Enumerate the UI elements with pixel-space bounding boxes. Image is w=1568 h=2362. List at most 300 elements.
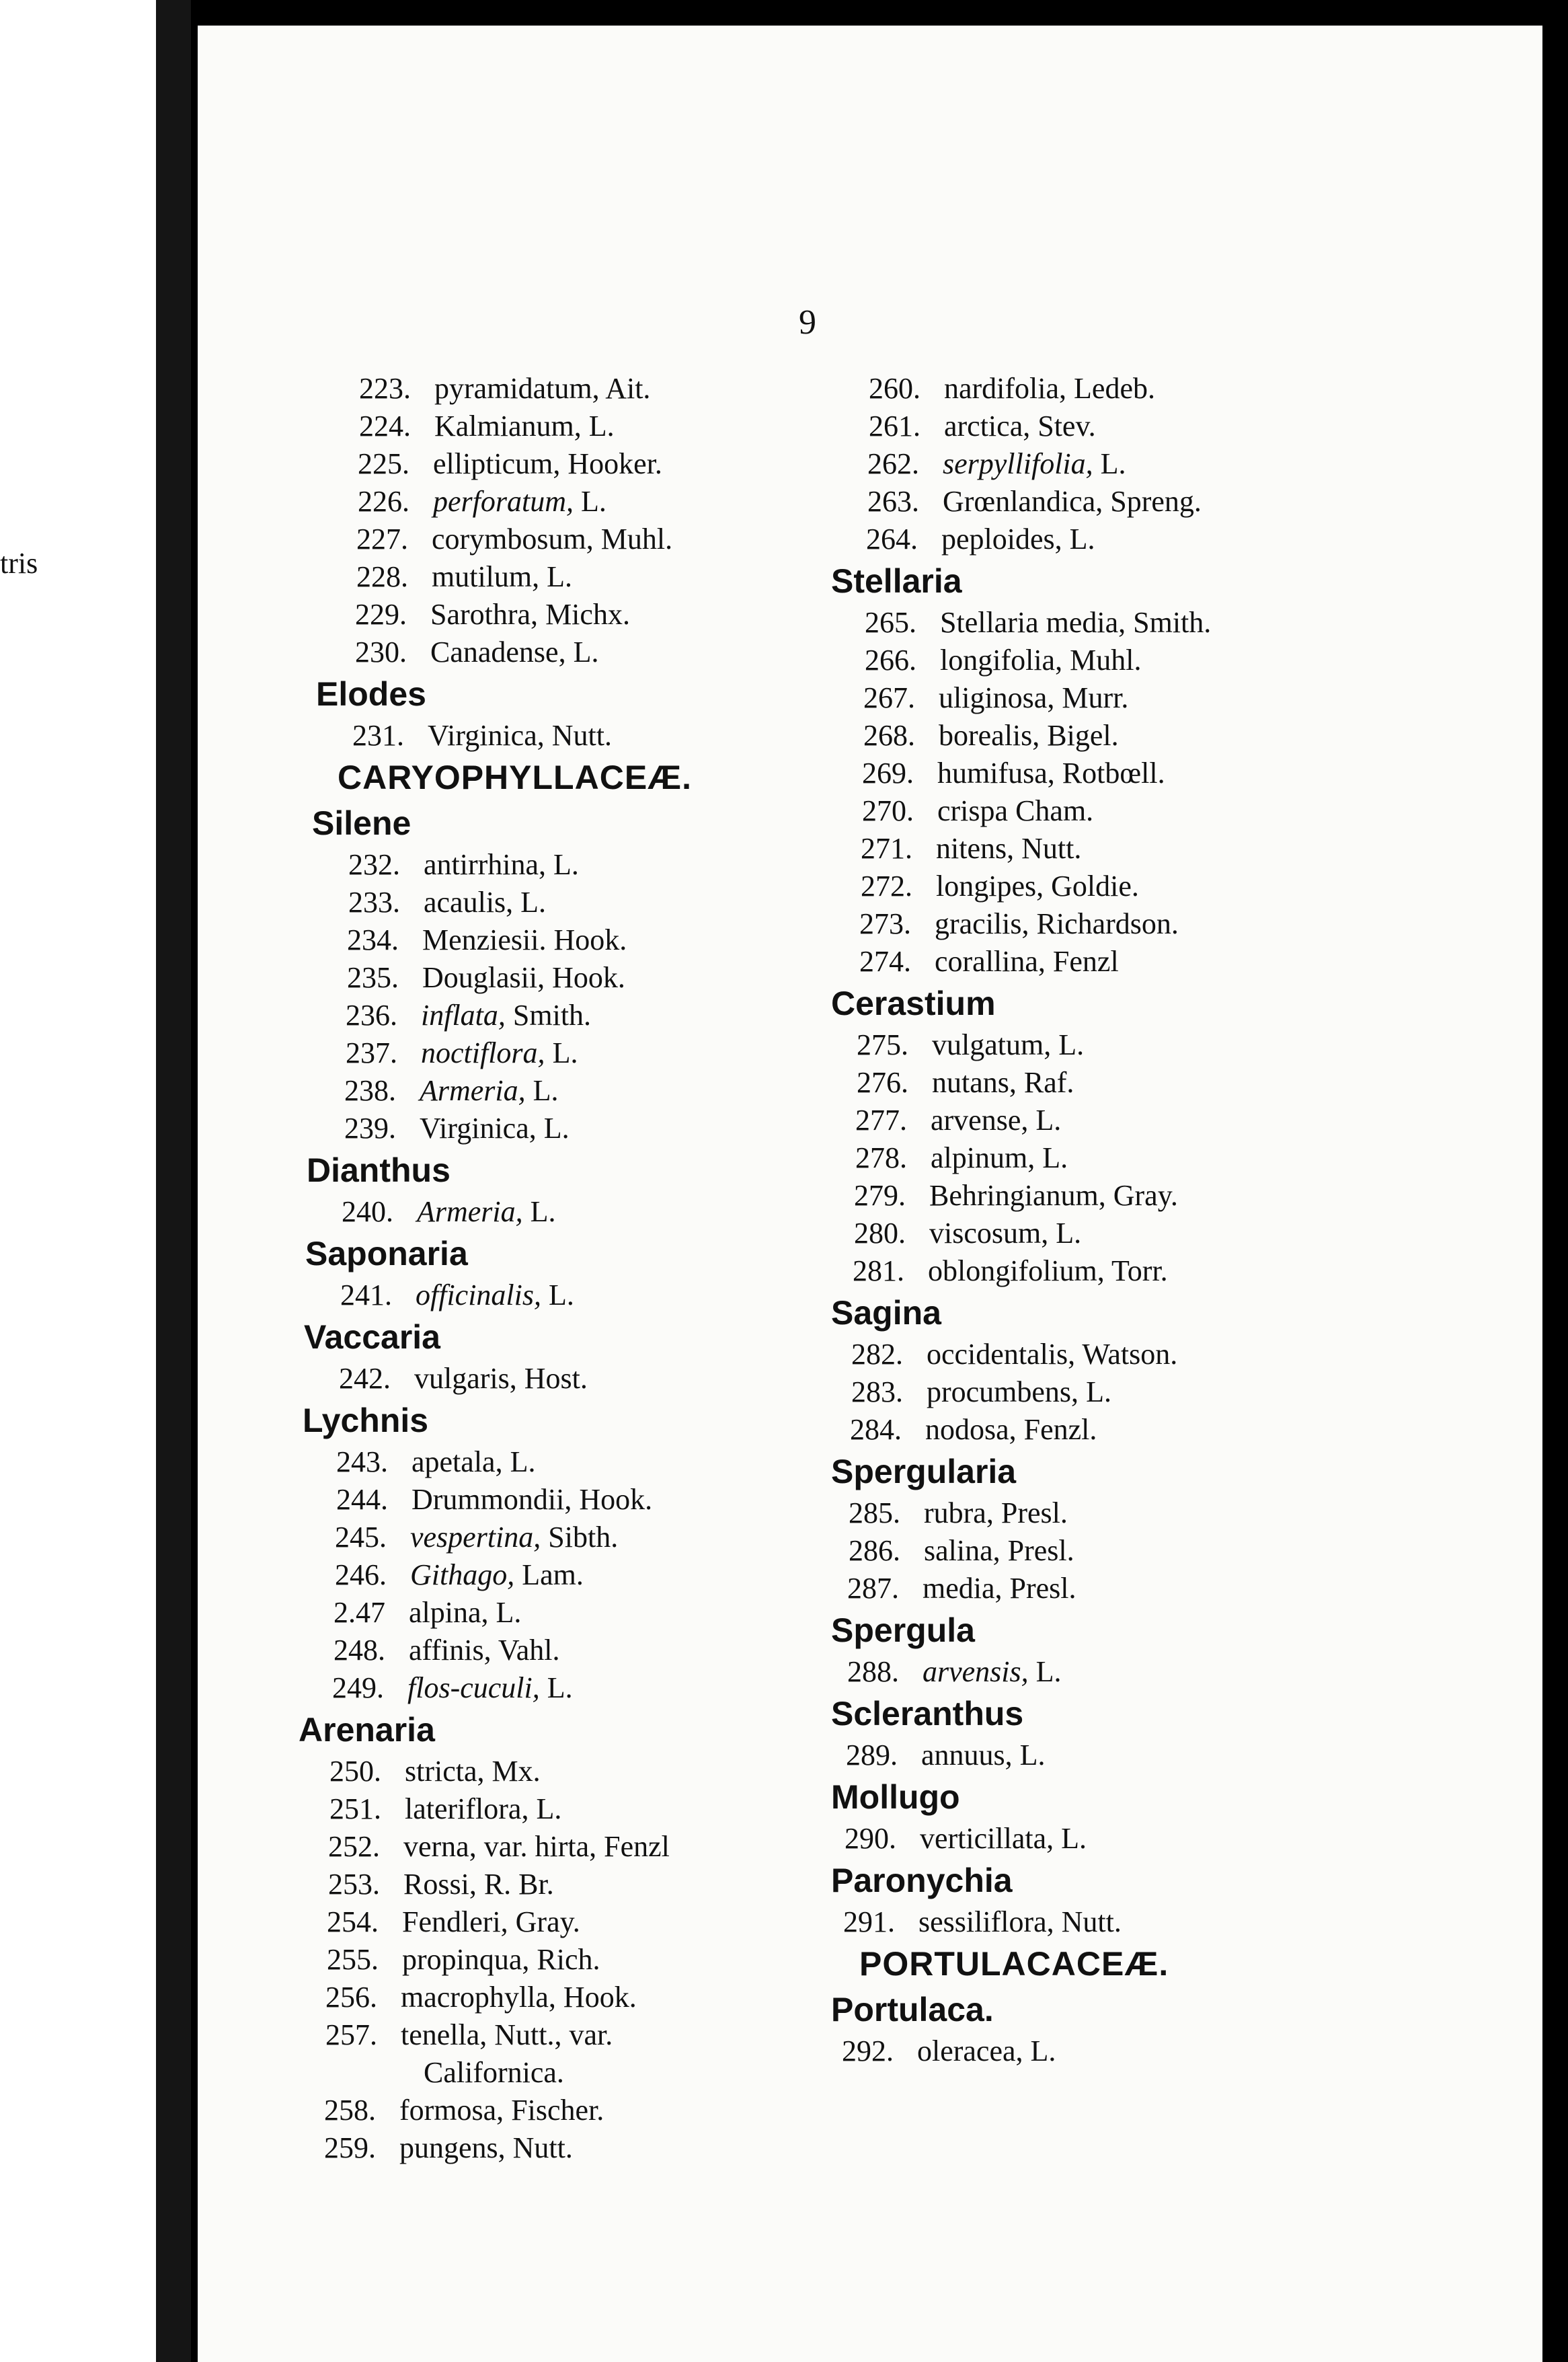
species-entry: [299, 1941, 904, 1979]
species-author: Torr.: [1111, 1254, 1168, 1287]
species-entry: [299, 2016, 904, 2054]
species-number: 235.: [347, 961, 399, 994]
species-author: L.: [1042, 1141, 1068, 1174]
species-name: Rossi,: [403, 1868, 484, 1901]
species-number: 274.: [859, 945, 911, 978]
genus-heading: Sagina: [831, 1294, 941, 1332]
species-author: L.: [588, 410, 615, 443]
species-number: 260.: [869, 372, 920, 405]
species-author: Nutt.: [551, 719, 612, 752]
species-author: Michx.: [545, 598, 630, 631]
species-entry: [831, 1102, 1537, 1139]
species-number: 285.: [849, 1496, 900, 1529]
species-number: 223.: [359, 372, 411, 405]
species-entry: [299, 1072, 904, 1110]
species-number: 224.: [359, 410, 411, 443]
species-entry: [831, 1252, 1537, 1290]
species-author: L.: [520, 886, 547, 919]
species-entry: [299, 2129, 904, 2167]
species-author: Goldie.: [1051, 870, 1139, 903]
species-entry: [831, 604, 1537, 642]
species-entry: [299, 1110, 904, 1147]
species-name: Douglasii,: [422, 961, 553, 994]
previous-page-edge: [0, 0, 156, 2362]
species-name: apetala,: [411, 1445, 510, 1478]
species-number: 261.: [869, 410, 920, 443]
species-number: 259.: [324, 2131, 376, 2164]
species-number: 228.: [356, 560, 408, 593]
species-entry: [299, 1594, 904, 1632]
genus-heading: Paronychia: [831, 1862, 1013, 1899]
species-author: Gray.: [1113, 1179, 1178, 1212]
species-name: humifusa,: [937, 757, 1062, 790]
species-author: L.: [1030, 2034, 1056, 2067]
species-entry: [831, 1653, 1537, 1691]
species-name: nardifolia,: [944, 372, 1074, 405]
species-number: 230.: [355, 636, 407, 669]
species-entry: [299, 596, 904, 634]
species-author: L.: [547, 1671, 573, 1704]
species-number: 290.: [845, 1822, 896, 1855]
species-number: 252.: [328, 1830, 380, 1863]
species-entry: [831, 717, 1537, 755]
species-number: 249.: [332, 1671, 384, 1704]
species-entry: [299, 408, 904, 445]
species-number: 289.: [846, 1739, 898, 1772]
species-author: Nutt.: [512, 2131, 573, 2164]
genus-heading: Arenaria: [299, 1711, 435, 1749]
species-author: Fenzl.: [1023, 1413, 1097, 1446]
species-entry: [831, 830, 1537, 868]
species-number: 253.: [328, 1868, 380, 1901]
species-number: 242.: [339, 1362, 391, 1395]
species-number: 256.: [325, 1981, 377, 2014]
species-entry: [299, 1828, 904, 1866]
species-entry: [831, 370, 1537, 408]
species-entry: [831, 1570, 1537, 1607]
species-number: 292.: [842, 2034, 894, 2067]
genus-heading: Scleranthus: [831, 1695, 1024, 1732]
species-author: Rotbœll.: [1062, 757, 1165, 790]
species-number: 287.: [847, 1572, 899, 1605]
previous-page-fragment: tris: [0, 547, 38, 580]
species-number: 238.: [344, 1074, 396, 1107]
species-number: 272.: [861, 870, 912, 903]
species-entry: [831, 1820, 1537, 1858]
species-number: 277.: [855, 1104, 907, 1137]
species-name: pyramidatum,: [434, 372, 606, 405]
species-number: 250.: [329, 1755, 381, 1788]
species-name: arvensis,: [923, 1655, 1036, 1688]
species-author: Host.: [524, 1362, 588, 1395]
species-author: L.: [552, 1036, 578, 1069]
species-author: Rich.: [537, 1943, 600, 1976]
species-author: Cham.: [1015, 794, 1094, 827]
species-number: 281.: [853, 1254, 904, 1287]
species-name: verna, var. hirta,: [403, 1830, 604, 1863]
species-author: Fischer.: [511, 2094, 604, 2127]
species-number: 263.: [867, 485, 919, 518]
species-author: Hooker.: [567, 447, 662, 480]
species-name: Armeria,: [417, 1195, 531, 1228]
species-author: var.: [569, 2018, 613, 2051]
species-entry: [831, 445, 1537, 483]
species-entry: [831, 943, 1537, 981]
genus-heading: Saponaria: [305, 1235, 468, 1272]
species-author: Richardson.: [1036, 907, 1179, 940]
species-entry: [831, 755, 1537, 792]
species-entry: [299, 1632, 904, 1669]
species-entry: [299, 846, 904, 884]
species-author: Presl.: [1009, 1572, 1076, 1605]
species-entry: [831, 1373, 1537, 1411]
species-entry: [299, 1866, 904, 1903]
species-author: L.: [1069, 523, 1095, 556]
species-number: 267.: [863, 681, 915, 714]
species-author: L.: [1100, 447, 1126, 480]
species-author: Bigel.: [1047, 719, 1119, 752]
species-entry: [299, 483, 904, 521]
species-number: 278.: [855, 1141, 907, 1174]
species-number: 240.: [342, 1195, 393, 1228]
genus-heading: Lychnis: [303, 1402, 429, 1439]
species-author: Ledeb.: [1074, 372, 1155, 405]
species-name: corymbosum,: [432, 523, 601, 556]
species-author: L.: [533, 1074, 559, 1107]
species-author: Lam.: [522, 1558, 584, 1591]
species-name: borealis,: [939, 719, 1048, 752]
species-author: Watson.: [1082, 1338, 1178, 1371]
species-name: vulgatum,: [932, 1028, 1059, 1061]
species-name: media,: [923, 1572, 1010, 1605]
species-number: 282.: [851, 1338, 903, 1371]
species-author: L.: [543, 1112, 570, 1145]
species-entry: [299, 1790, 904, 1828]
species-number: 239.: [344, 1112, 396, 1145]
species-number: 255.: [327, 1943, 379, 1976]
species-entry: [299, 445, 904, 483]
species-name: nutans,: [932, 1066, 1024, 1099]
species-author: Muhl.: [600, 523, 673, 556]
genus-heading: Vaccaria: [304, 1318, 440, 1356]
species-name: procumbens,: [927, 1375, 1087, 1408]
species-author: Gray.: [515, 1905, 580, 1938]
species-name: longifolia,: [940, 644, 1070, 677]
species-author: Smith.: [512, 999, 592, 1032]
species-entry: [299, 1556, 904, 1594]
species-number: 225.: [358, 447, 409, 480]
species-name: mutilum,: [432, 560, 547, 593]
species-number: 231.: [352, 719, 404, 752]
species-number: 246.: [335, 1558, 387, 1591]
species-name: alpinum,: [931, 1141, 1043, 1174]
species-name: Sarothra,: [430, 598, 546, 631]
genus-heading: Dianthus: [307, 1151, 450, 1189]
species-number: 271.: [861, 832, 912, 865]
species-number: 237.: [346, 1036, 397, 1069]
species-name: alpina,: [409, 1596, 496, 1629]
species-name: tenella, Nutt.,: [401, 2018, 570, 2051]
species-author: Muhl.: [1070, 644, 1142, 677]
species-name: Grœnlandica,: [943, 485, 1111, 518]
species-author: L.: [549, 1279, 574, 1311]
species-entry: [831, 1494, 1537, 1532]
species-number: 284.: [850, 1413, 902, 1446]
species-number: 291.: [843, 1905, 895, 1938]
species-name: Virginica,: [428, 719, 552, 752]
species-author: Hook.: [552, 961, 625, 994]
species-entry: [299, 521, 904, 558]
species-entry: [299, 370, 904, 408]
species-author: Hook.: [579, 1483, 653, 1516]
species-name: Armeria,: [420, 1074, 533, 1107]
species-name: arvense,: [931, 1104, 1036, 1137]
species-name: nitens,: [936, 832, 1022, 865]
species-number: 264.: [866, 523, 918, 556]
species-name: acaulis,: [424, 886, 521, 919]
species-author: Sibth.: [548, 1521, 619, 1554]
species-number: 234.: [347, 923, 399, 956]
species-number: 266.: [865, 644, 916, 677]
species-name: noctiflora,: [421, 1036, 553, 1069]
species-author: L.: [536, 1792, 562, 1825]
book-page: [198, 26, 1542, 2362]
species-number: 248.: [334, 1634, 385, 1667]
species-name: propinqua,: [402, 1943, 537, 1976]
species-author: Mx.: [492, 1755, 541, 1788]
species-name: Drummondii,: [411, 1483, 580, 1516]
species-author: L.: [496, 1596, 522, 1629]
species-number: 269.: [862, 757, 914, 790]
species-number: 280.: [854, 1217, 906, 1250]
species-author: Presl.: [1001, 1496, 1068, 1529]
species-entry: [299, 997, 904, 1034]
species-entry: [299, 2092, 904, 2129]
species-name: longipes,: [936, 870, 1052, 903]
species-name: stricta,: [405, 1755, 492, 1788]
species-author: L.: [1035, 1104, 1062, 1137]
species-entry: [299, 717, 904, 755]
species-name: affinis,: [409, 1634, 498, 1667]
species-name: peploides,: [941, 523, 1070, 556]
species-author: R. Br.: [483, 1868, 554, 1901]
species-number: 226.: [358, 485, 409, 518]
genus-heading: Cerastium: [831, 985, 996, 1022]
species-entry: [831, 1215, 1537, 1252]
species-name: inflata,: [421, 999, 513, 1032]
species-name: serpyllifolia,: [943, 447, 1101, 480]
species-name: sessiliflora,: [918, 1905, 1062, 1938]
species-name: uliginosa,: [939, 681, 1062, 714]
species-name: Behringianum,: [929, 1179, 1113, 1212]
species-entry: [831, 1026, 1537, 1064]
species-entry: [831, 1411, 1537, 1449]
species-entry: [831, 1064, 1537, 1102]
species-name: salina,: [924, 1534, 1008, 1567]
species-name: occidentalis,: [927, 1338, 1083, 1371]
species-number: 275.: [857, 1028, 908, 1061]
species-name: ellipticum,: [433, 447, 568, 480]
species-number: 257.: [325, 2018, 377, 2051]
species-author: Smith.: [1133, 606, 1212, 639]
species-entry: [299, 1443, 904, 1481]
species-author: L.: [547, 560, 573, 593]
species-author: Nutt.: [1021, 832, 1082, 865]
species-author: Raf.: [1023, 1066, 1074, 1099]
species-entry: [299, 1193, 904, 1231]
species-entry: [831, 1139, 1537, 1177]
genus-heading: Elodes: [316, 675, 426, 713]
species-number: 270.: [862, 794, 914, 827]
species-entry: [299, 1519, 904, 1556]
genus-heading: Spergularia: [831, 1453, 1017, 1490]
left-column: [299, 370, 904, 2167]
species-author: Fenzl: [1052, 945, 1119, 978]
species-name: vespertina,: [410, 1521, 549, 1554]
species-entry: [831, 868, 1537, 905]
species-number: 245.: [335, 1521, 387, 1554]
species-number: 283.: [851, 1375, 903, 1408]
species-number: 244.: [336, 1483, 388, 1516]
species-name: arctica,: [944, 410, 1038, 443]
species-number: 251.: [329, 1792, 381, 1825]
species-entry: [831, 642, 1537, 679]
species-name: Canadense,: [430, 636, 574, 669]
species-name: annuus,: [921, 1739, 1020, 1772]
species-name: Kalmianum,: [434, 410, 589, 443]
species-number: 232.: [348, 848, 400, 881]
species-author: L.: [1035, 1655, 1062, 1688]
species-author: Vahl.: [498, 1634, 560, 1667]
species-entry: [299, 1903, 904, 1941]
species-entry: [831, 2032, 1537, 2070]
species-entry: [299, 1669, 904, 1707]
species-entry: [299, 884, 904, 921]
species-entry: [299, 1979, 904, 2016]
species-name: formosa,: [399, 2094, 512, 2127]
species-entry: [299, 1034, 904, 1072]
family-heading: CARYOPHYLLACEÆ.: [338, 759, 693, 796]
species-entry: [831, 1532, 1537, 1570]
species-author: L.: [1061, 1822, 1087, 1855]
species-author: Hook.: [563, 1981, 637, 2014]
species-entry: [831, 1336, 1537, 1373]
species-name: oleracea,: [917, 2034, 1031, 2067]
species-name: viscosum,: [929, 1217, 1056, 1250]
species-name: gracilis,: [935, 907, 1037, 940]
species-entry: [299, 1481, 904, 1519]
species-author: Hook.: [553, 923, 627, 956]
species-author: L.: [581, 485, 606, 518]
species-number: 262.: [867, 447, 919, 480]
species-name: vulgaris,: [414, 1362, 524, 1395]
family-heading: PORTULACACEÆ.: [859, 1945, 1169, 1983]
right-column: [831, 370, 1537, 2070]
species-continuation: Californica.: [424, 2056, 564, 2089]
species-author: L.: [1019, 1739, 1046, 1772]
species-name: nodosa,: [925, 1413, 1024, 1446]
species-author: Presl.: [1007, 1534, 1074, 1567]
species-entry: [299, 1753, 904, 1790]
genus-heading: Spergula: [831, 1611, 975, 1649]
genus-heading: Mollugo: [831, 1778, 960, 1816]
species-number: 236.: [346, 999, 397, 1032]
species-entry: [299, 1360, 904, 1398]
species-number: 229.: [355, 598, 407, 631]
species-name: officinalis,: [416, 1279, 549, 1311]
species-name: Stellaria media,: [940, 606, 1134, 639]
species-name: antirrhina,: [424, 848, 554, 881]
species-name: Virginica,: [420, 1112, 544, 1145]
species-number: 286.: [849, 1534, 900, 1567]
species-author: L.: [1058, 1028, 1085, 1061]
genus-heading: Stellaria: [831, 562, 962, 600]
species-name: perforatum,: [433, 485, 581, 518]
species-number: 265.: [865, 606, 916, 639]
species-number: 276.: [857, 1066, 908, 1099]
species-entry: [831, 792, 1537, 830]
species-entry: [831, 1737, 1537, 1774]
species-name: Githago,: [410, 1558, 522, 1591]
species-name: pungens,: [399, 2131, 513, 2164]
species-author: L.: [1056, 1217, 1082, 1250]
species-author: L.: [553, 848, 579, 881]
species-author: Spreng.: [1110, 485, 1202, 518]
species-number: 268.: [863, 719, 915, 752]
species-entry: [299, 558, 904, 596]
species-entry: [299, 634, 904, 671]
species-name: macrophylla,: [401, 1981, 563, 2014]
species-author: Ait.: [605, 372, 651, 405]
species-author: L.: [530, 1195, 556, 1228]
species-number: 241.: [340, 1279, 392, 1311]
species-entry: [831, 905, 1537, 943]
page-number: 9: [799, 303, 816, 342]
species-name: lateriflora,: [405, 1792, 537, 1825]
species-author: Stev.: [1037, 410, 1096, 443]
species-author: Nutt.: [1061, 1905, 1122, 1938]
species-number: 243.: [336, 1445, 388, 1478]
species-number: 288.: [847, 1655, 899, 1688]
species-name: Fendleri,: [402, 1905, 516, 1938]
species-entry: [299, 959, 904, 997]
species-number: 279.: [854, 1179, 906, 1212]
species-number: 227.: [356, 523, 408, 556]
species-name: verticillata,: [920, 1822, 1062, 1855]
species-number: 258.: [324, 2094, 376, 2127]
species-entry: [831, 1177, 1537, 1215]
species-author: Fenzl: [604, 1830, 670, 1863]
genus-heading: Portulaca.: [831, 1991, 994, 2028]
species-number: 2.47: [334, 1596, 385, 1629]
species-name: crispa: [937, 794, 1016, 827]
species-name: flos-cuculi,: [407, 1671, 547, 1704]
species-entry: [831, 679, 1537, 717]
species-name: Menziesii.: [422, 923, 554, 956]
species-entry: [831, 1903, 1537, 1941]
genus-heading: Silene: [312, 804, 411, 842]
species-entry: [299, 1277, 904, 1314]
species-entry: [299, 921, 904, 959]
species-entry: [831, 521, 1537, 558]
species-author: Murr.: [1062, 681, 1129, 714]
book-spine: [156, 0, 191, 2362]
species-author: L.: [1086, 1375, 1111, 1408]
species-name: corallina,: [935, 945, 1053, 978]
species-name: oblongifolium,: [928, 1254, 1111, 1287]
species-author: L.: [573, 636, 599, 669]
species-number: 233.: [348, 886, 400, 919]
